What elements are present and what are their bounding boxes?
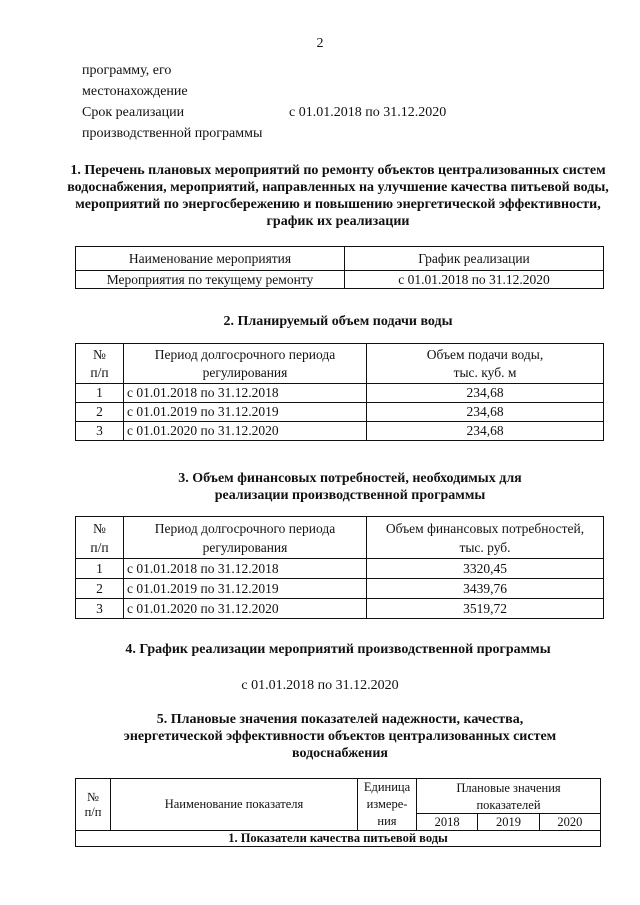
table-row [76,403,604,422]
table-row [76,422,604,441]
section-3-table [75,516,604,619]
header-unit-line2: измере- [366,797,408,811]
header-unit [358,779,417,831]
header-number-line2: п/п [90,539,109,555]
cell-period: с 01.01.2020 по 31.12.2020 [124,599,367,619]
section-1-title: 1. Перечень плановых мероприятий по ремонту объектов централизованных систем водоснабжения, мероприятий, направленных на улучшение качества питьевой воды, мероприятий по энергосбережению и повышению энергетической эффективности, график их реализации [67,163,609,229]
cell-period: с 01.01.2019 по 31.12.2019 [124,579,367,599]
cell-schedule: с 01.01.2018 по 31.12.2020 [345,271,604,289]
section-2-title: 2. Планируемый объем подачи воды [223,314,453,329]
header-unit-line3: ния [377,814,397,828]
header-period-line2: регулирования [202,539,288,555]
cell-period: с 01.01.2018 по 31.12.2018 [124,559,367,579]
period-label: Срок реализации [82,105,185,120]
header-plan-line1: Плановые значения [417,779,601,798]
header-period [124,517,367,559]
intro-line-4: производственной программы [82,126,263,141]
header-number [76,517,124,559]
section-5-title: 5. Плановые значения показателей надежности, качества, энергетической эффективности объектов централизованных систем водоснабжения [123,712,557,761]
header-volume-line1: Объем подачи воды, [426,346,544,362]
cell-number: 3 [76,422,124,441]
cell-measure: Мероприятия по текущему ремонту [76,271,345,289]
header-finance-line1: Объем финансовых потребностей, [385,520,585,536]
subheader-water-quality: 1. Показатели качества питьевой воды [76,831,601,847]
header-finance [367,517,604,559]
cell-period: с 01.01.2020 по 31.12.2020 [124,422,367,441]
header-unit-line1: Единица [363,780,411,794]
header-number-line1: № [87,789,99,804]
header-year-2018: 2018 [417,814,478,831]
header-period-line2: регулирования [202,364,288,380]
header-schedule: График реализации [345,247,604,271]
header-number [76,344,124,384]
cell-volume: 234,68 [367,384,604,403]
section-4-title: 4. График реализации мероприятий производственной программы [125,642,551,657]
cell-period: с 01.01.2018 по 31.12.2018 [124,384,367,403]
header-finance-line2: тыс. руб. [459,539,511,555]
header-indicator-name: Наименование показателя [111,779,358,831]
header-number-line2: п/п [84,804,102,819]
header-number-line1: № [93,346,106,362]
cell-volume: 234,68 [367,422,604,441]
section-4-period: с 01.01.2018 по 31.12.2020 [241,678,399,693]
page-number: 2 [316,36,324,51]
header-period-line1: Период долгосрочного периода [154,520,336,536]
cell-finance: 3519,72 [367,599,604,619]
header-plan-line2: показателей [417,797,601,813]
cell-number: 1 [76,384,124,403]
cell-number: 1 [76,559,124,579]
table-row [76,579,604,599]
cell-finance: 3439,76 [367,579,604,599]
header-number-line1: № [93,520,106,536]
cell-finance: 3320,45 [367,559,604,579]
period-value: с 01.01.2018 по 31.12.2020 [289,105,447,120]
header-year-2020: 2020 [539,814,600,831]
intro-line-1: программу, его [82,63,172,78]
header-period [124,344,367,384]
header-year-2019: 2019 [478,814,539,831]
section-1-table [75,246,604,289]
table-row [76,559,604,579]
table-row [76,271,604,289]
cell-number: 2 [76,403,124,422]
intro-line-2: местонахождение [82,84,188,99]
section-3-title: 3. Объем финансовых потребностей, необходимых для реализации производственной программы [178,471,522,503]
header-number [76,779,111,831]
cell-volume: 234,68 [367,403,604,422]
section-5-table [75,778,601,847]
table-row [76,599,604,619]
section-2-table [75,343,604,441]
cell-number: 2 [76,579,124,599]
header-period-line1: Период долгосрочного периода [154,346,336,362]
table-row [76,384,604,403]
header-volume-line2: тыс. куб. м [453,364,517,380]
header-number-line2: п/п [90,364,109,380]
cell-period: с 01.01.2019 по 31.12.2019 [124,403,367,422]
cell-number: 3 [76,599,124,619]
header-volume [367,344,604,384]
header-measure-name: Наименование мероприятия [76,247,345,271]
